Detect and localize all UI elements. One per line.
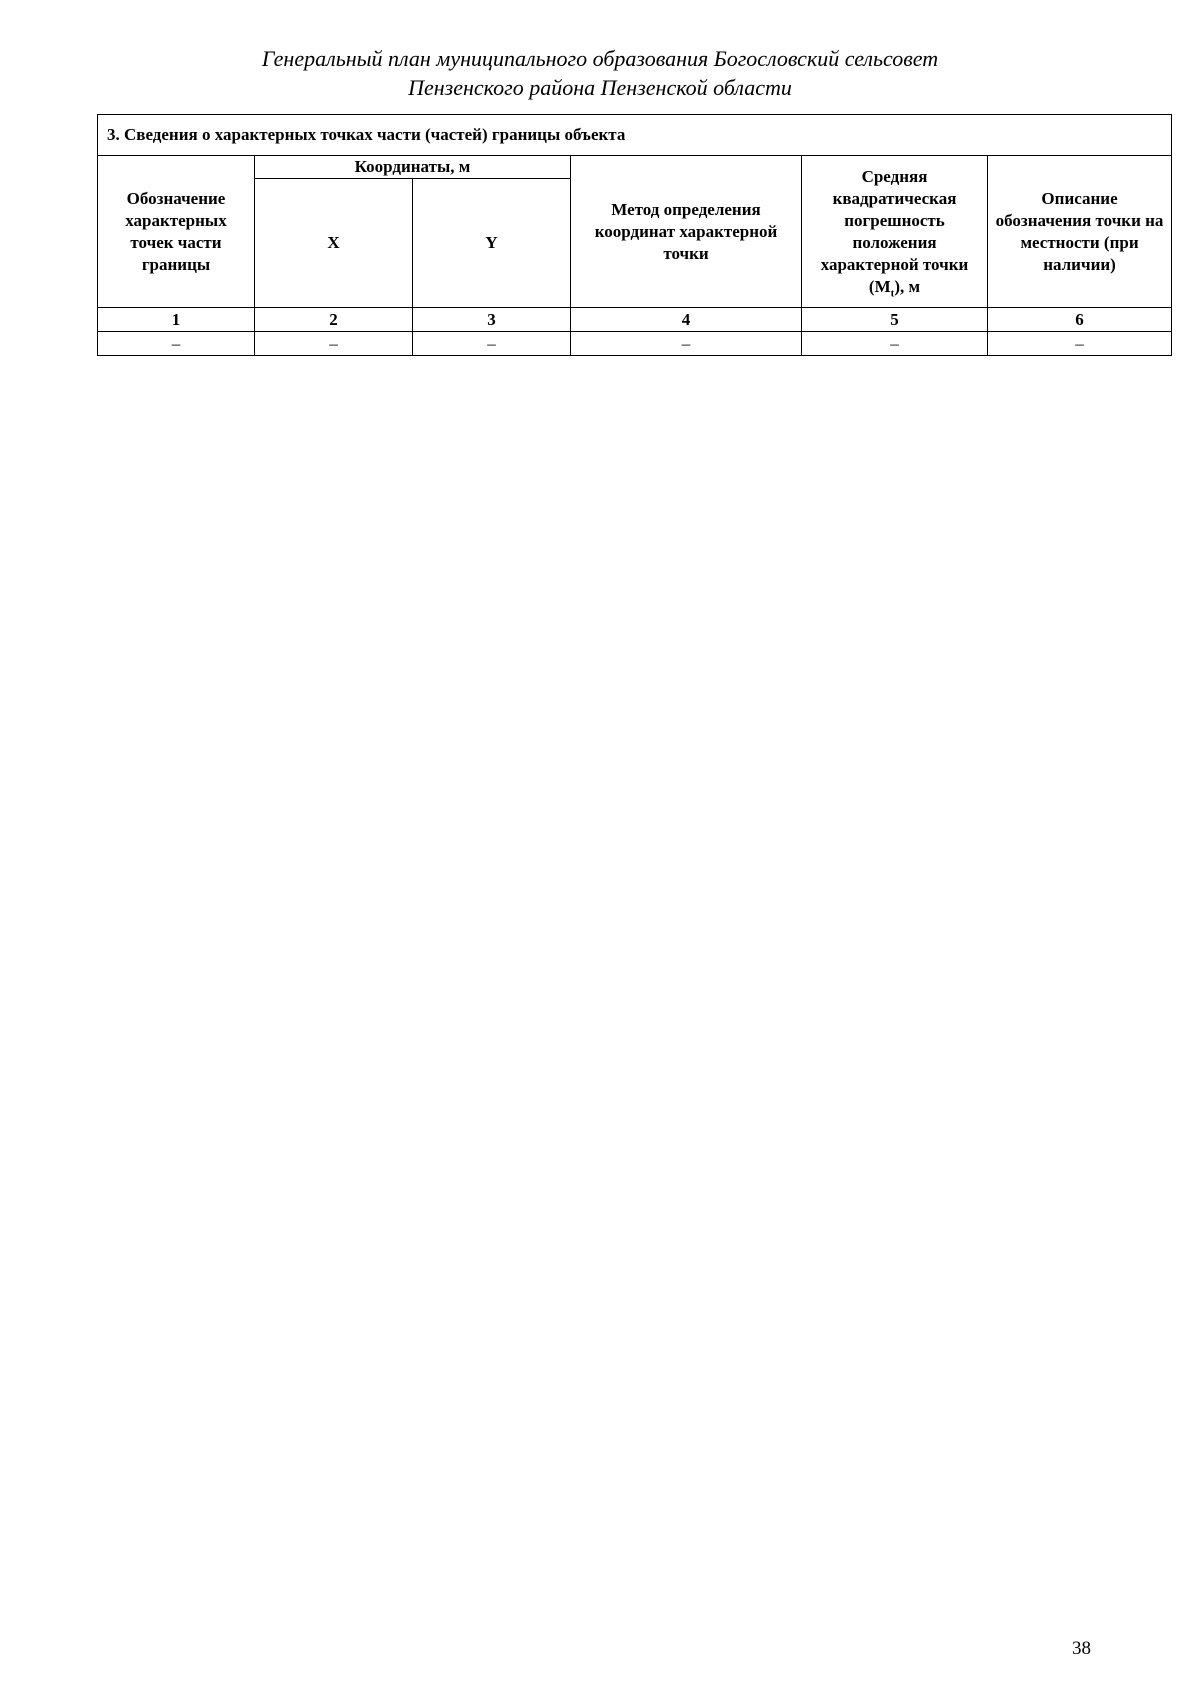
header-method: Метод определения координат характерной точки [571,156,802,308]
column-number: 1 [98,308,255,332]
header-description: Описание обозначения точки на местности (при наличии) [988,156,1172,308]
table-cell: – [571,332,802,356]
table-cell: – [413,332,571,356]
header-designation: Обозначение характерных точек части границы [98,156,255,308]
header-y: Y [413,179,571,308]
table-cell: – [98,332,255,356]
section-title: 3. Сведения о характерных точках части (частей) границы объекта [98,115,1172,156]
column-number: 4 [571,308,802,332]
page-header [0,44,1200,102]
column-number-row [98,308,1172,332]
column-number: 3 [413,308,571,332]
header-coordinates: Координаты, м [255,156,571,179]
header-error-unit: ), м [894,276,921,296]
table-cell: – [802,332,988,356]
header-error-text: Средняя квадратическая погрешность положения характерной точки (M [820,166,969,296]
column-number: 5 [802,308,988,332]
column-number: 6 [988,308,1172,332]
header-error-subscript: t [890,286,895,299]
column-number: 2 [255,308,413,332]
page-number: 38 [1072,1638,1091,1659]
header-error [802,156,988,308]
header-line-1: Генеральный план муниципального образования Богословский сельсовет [261,46,939,71]
header-line-2: Пензенского района Пензенской области [408,75,792,100]
header-x: X [255,179,413,308]
boundary-points-table [97,114,1172,356]
table-row [98,332,1172,356]
table-cell: – [988,332,1172,356]
table-cell: – [255,332,413,356]
